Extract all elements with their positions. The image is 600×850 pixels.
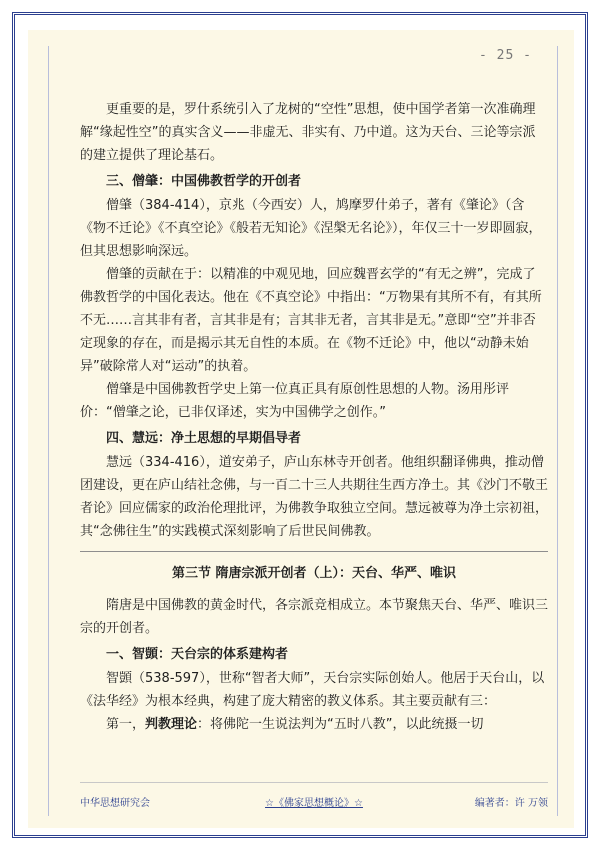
paragraph: 智顗（538-597），世称“智者大师”，天台宗实际创始人。他居于天台山，以《法华经》为根本经典，构建了庞大精密的教义体系。其主要贡献有三：: [80, 671, 545, 709]
page-number: - 25 -: [479, 48, 532, 63]
document-page: [28, 30, 574, 828]
body-text: [80, 98, 548, 736]
subheading-huiyuan: 四、慧远：净土思想的早期倡导者: [106, 431, 302, 446]
footer-book-title[interactable]: ☆《佛家思想概论》☆: [265, 798, 363, 809]
paragraph: 隋唐是中国佛教的黄金时代，各宗派竞相成立。本节聚焦天台、华严、唯识三宗的开创者。: [80, 598, 549, 636]
paragraph-lead: 第一，: [106, 717, 146, 732]
footer-author: 编著者：许 万领: [474, 798, 548, 809]
paragraph: [80, 713, 548, 736]
paragraph: 慧远（334-416），道安弟子，庐山东林寺开创者。他组织翻译佛典，推动僧团建设，更在庐山结社念佛，与一百二十三人共期往生西方净土。其《沙门不敬王者论》回应儒家的政治伦理批评，为佛教争取独立空间。慧远被尊为净土宗初祖，其“念佛往生”的实践模式深刻影响了后世民间佛教。: [80, 455, 549, 539]
paragraph-rest: ：将佛陀一生说法判为“五时八教”，以此统摄一切: [197, 717, 484, 732]
paragraph: 僧肇的贡献在于：以精准的中观见地，回应魏晋玄学的“有无之辨”，完成了佛教哲学的中国化表达。他在《不真空论》中指出：“万物果有其所不有，有其所不无……言其非有者，言其非是有；言其非无者，言其非是无。”意即“空”并非否定现象的存在，而是揭示其无自性的本质。在《物不迁论》中，他以“动静未始异”破除常人对“运动”的执着。: [80, 267, 542, 374]
paragraph: 僧肇（384-414），京兆（今西安）人，鸠摩罗什弟子，著有《肇论》（含《物不迁论》《不真空论》《般若无知论》《涅槃无名论》），年仅三十一岁即圆寂，但其思想影响深远。: [80, 198, 542, 259]
footer-publisher: 中华思想研究会: [80, 798, 150, 809]
bold-term: 判教理论: [145, 717, 198, 732]
subheading-zhiyi: 一、智顗：天台宗的体系建构者: [106, 647, 289, 662]
paragraph: 更重要的是，罗什系统引入了龙树的“空性”思想，使中国学者第一次准确理解“缘起性空”的真实含义——非虚无、非实有、乃中道。这为天台、三论等宗派的建立提供了理论基石。: [80, 102, 536, 163]
subheading-sengzhao: 三、僧肇：中国佛教哲学的开创者: [106, 174, 302, 189]
footer-divider: [80, 782, 548, 783]
paragraph: 僧肇是中国佛教哲学史上第一位真正具有原创性思想的人物。汤用彤评价：“僧肇之论，已非仅译述，实为中国佛学之创作。”: [80, 382, 510, 420]
section-divider: [80, 551, 548, 552]
section-title: 第三节 隋唐宗派开创者（上）：天台、华严、唯识: [171, 566, 457, 581]
